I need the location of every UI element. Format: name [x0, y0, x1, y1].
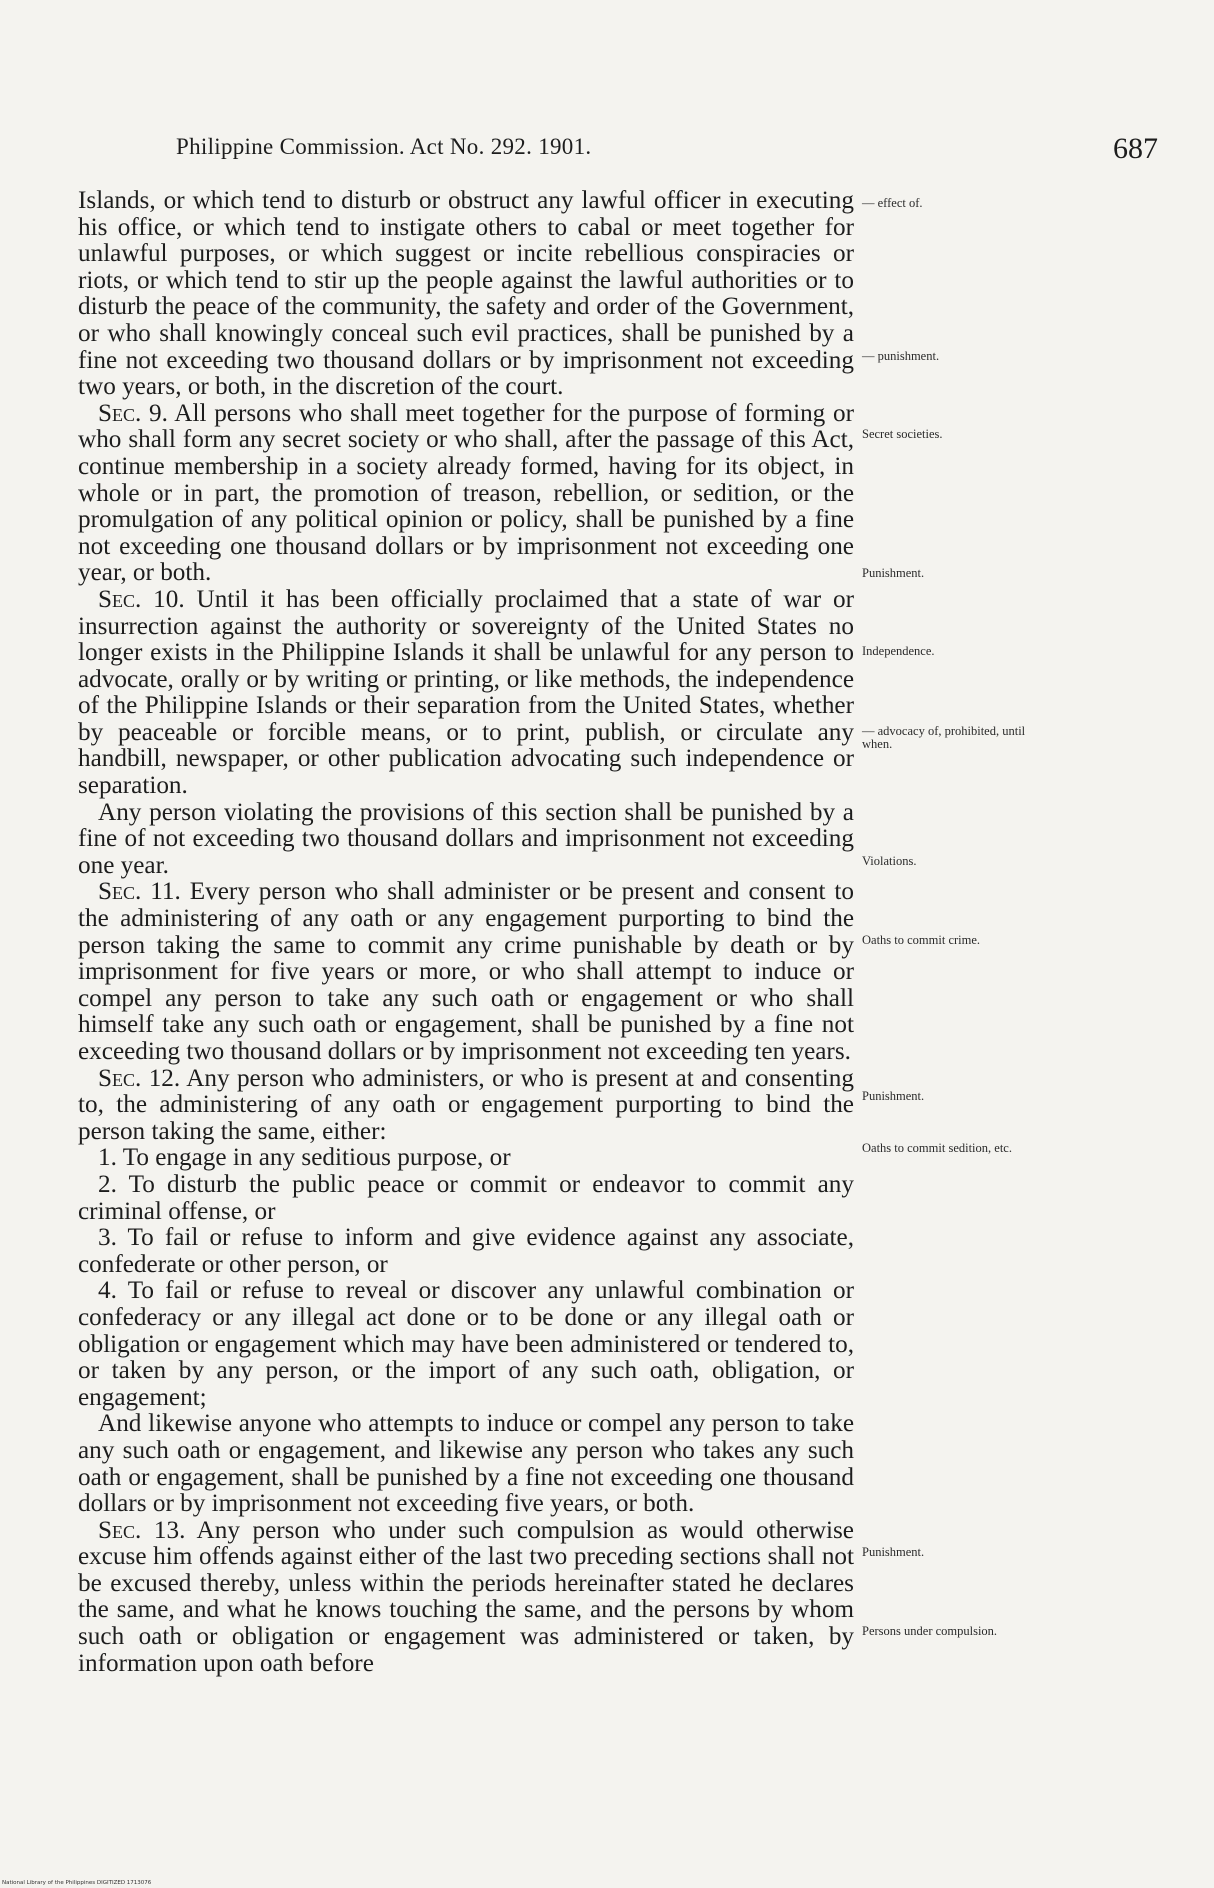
section-text: Any person who administers, or who is present at and consenting to, the administering of any oath or engagement purporting to bind the person taking the same, either:	[78, 1064, 854, 1145]
margin-note: Punishment.	[862, 566, 925, 580]
section-10	[78, 587, 854, 800]
margin-note: Oaths to commit crime.	[862, 933, 981, 947]
running-head: Philippine Commission. Act No. 292. 1901.	[176, 134, 592, 159]
paragraph: Any person violating the provisions of this section shall be punished by a fine of not exceeding two thousand dollars and imprisonment not exceeding one year.	[78, 798, 854, 879]
section-label: Sec. 13.	[98, 1516, 186, 1544]
list-item: 4. To fail or refuse to reveal or discover any unlawful combination or confederacy or any illegal act done or to be done or any illegal oath or obligation or engagement which may have been administered or tendered to, or taken by any person, or the import of any such oath, obligation, or engagement;	[78, 1277, 854, 1411]
section-11	[78, 879, 854, 1065]
margin-note: — punishment.	[862, 349, 940, 363]
section-text: Every person who shall administer or be present and consent to the administering of any oath or any engagement purporting to bind the person taking the same to commit any crime punishable by death or by imprisonment for five years or more, or who shall attempt to induce or compel any person to take any such oath or engagement or who shall himself take any such oath or engagement, shall be punished by a fine not exceeding two thousand dollars or by imprisonment not exceeding ten years.	[78, 878, 854, 1065]
margin-note: Secret societies.	[862, 427, 943, 441]
list-item: 3. To fail or refuse to inform and give evidence against any associate, confederate or other person, or	[78, 1224, 854, 1278]
section-label: Sec. 10.	[98, 585, 185, 613]
list-item: 1. To engage in any seditious purpose, or	[98, 1144, 511, 1172]
section-label: Sec. 9.	[98, 399, 168, 427]
margin-note: Punishment.	[862, 1545, 925, 1559]
section-13	[78, 1518, 854, 1678]
margin-note: Independence.	[862, 644, 935, 658]
section-9	[78, 401, 854, 587]
margin-note: — effect of.	[862, 196, 923, 210]
page-number: 687	[1113, 132, 1158, 165]
section-label: Sec. 12.	[98, 1064, 181, 1092]
body-text	[78, 188, 854, 1677]
paragraph: Islands, or which tend to disturb or obstruct any lawful officer in executing his office, or which tend to instigate others to cabal or meet together for unlawful purposes, or which suggest or incite rebellious conspiracies or riots, or which tend to stir up the people against the lawful authorities or to disturb the peace of the community, the safety and order of the Government, or who shall knowingly conceal such evil practices, shall be punished by a fine not exceeding two thousand dollars or by imprisonment not exceeding two years, or both, in the discretion of the court.	[78, 187, 854, 401]
scan-credit: National Library of the Philippines DIGITIZED 1713076	[2, 1880, 152, 1886]
section-text: Until it has been officially proclaimed that a state of war or insurrection against the authority or sovereignty of the United States no longer exists in the Philippine Islands it shall be unlawful for any person to advocate, orally or by writing or printing, or like methods, the independence of the Philippine Islands or their separation from the United States, whether by peaceable or forcible means, or to print, publish, or circulate any handbill, newspaper, or other publication advocating such independence or separation.	[78, 585, 854, 800]
paragraph: And likewise anyone who attempts to induce or compel any person to take any such oath or engagement, and likewise any person who takes any such oath or engagement, shall be punished by a fine not exceeding one thousand dollars or by imprisonment not exceeding five years, or both.	[78, 1410, 854, 1518]
margin-note: Persons under compulsion.	[862, 1624, 998, 1638]
section-text: All persons who shall meet together for the purpose of forming or who shall form any secret society or who shall, after the passage of this Act, continue membership in a society already formed, having for its object, in whole or in part, the promotion of treason, rebellion, or sedition, or the promulgation of any political opinion or policy, shall be punished by a fine not exceeding one thousand dollars or by imprisonment not exceeding one year, or both.	[78, 399, 854, 587]
page-header	[176, 134, 1172, 174]
margin-note: Violations.	[862, 854, 917, 868]
margin-note: — advocacy of, prohibited, until when.	[862, 724, 1026, 751]
section-12	[78, 1066, 854, 1146]
section-text: Any person who under such compulsion as would otherwise excuse him offends against either of the last two preceding sections shall not be excused thereby, unless within the periods hereinafter stated he declares the same, and what he knows touching the same, and the persons by whom such oath or obligation or engagement was administered or taken, by information upon oath before	[78, 1516, 854, 1677]
section-label: Sec. 11.	[98, 878, 181, 906]
margin-note: Oaths to commit sedition, etc.	[862, 1141, 1012, 1155]
list-item: 2. To disturb the public peace or commit or endeavor to commit any criminal offense, or	[78, 1170, 854, 1225]
margin-note: Punishment.	[862, 1089, 925, 1103]
